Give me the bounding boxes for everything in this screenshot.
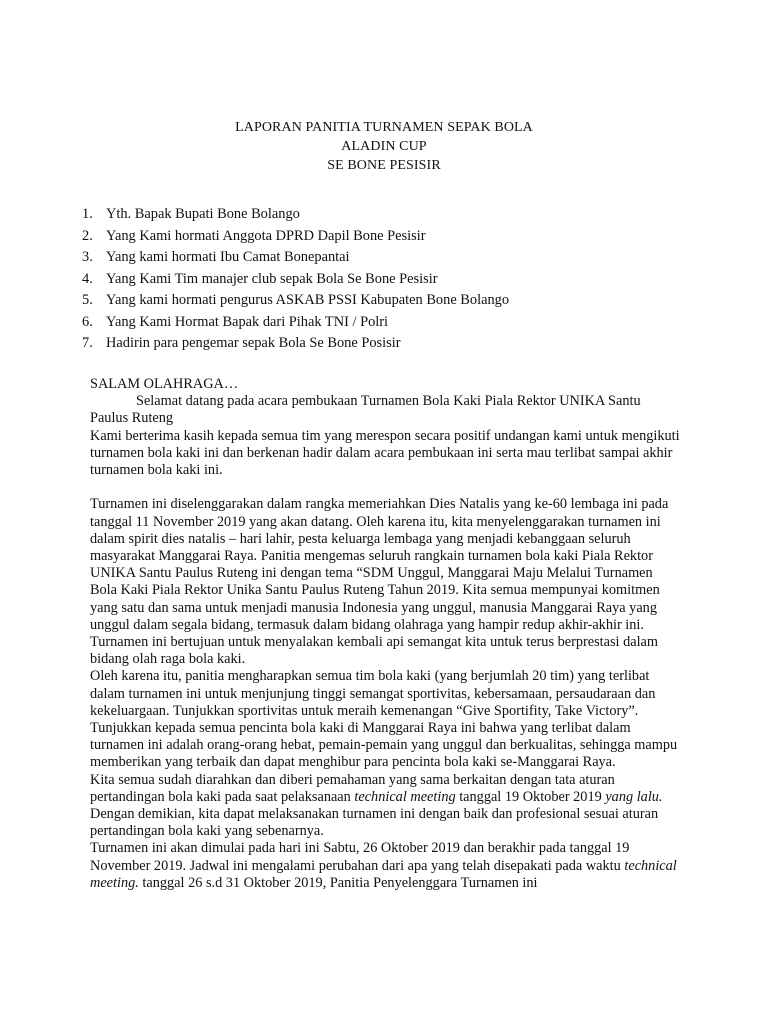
title-line-1: LAPORAN PANITIA TURNAMEN SEPAK BOLA	[235, 120, 533, 135]
list-item: 1. Yth. Bapak Bupati Bone Bolango	[82, 206, 300, 222]
list-item: 7. Hadirin para pengemar sepak Bola Se Bone Posisir	[82, 335, 401, 351]
list-item: 2. Yang Kami hormati Anggota DPRD Dapil Bone Pesisir	[82, 227, 426, 244]
list-item: 3. Yang kami hormati Ibu Camat Bonepantai	[82, 249, 350, 265]
paragraph-sportivity: Oleh karena itu, panitia mengharapkan semua tim bola kaki (yang berjumlah 20 tim) yang terlibat dalam turnamen ini untuk menjunjung tinggi semangat sportivitas, kebersamaan, persaudaraan dan kekeluargaan. Tunjukkan sportivitas untuk meraih kemenangan “Give Sportifity, Take Victory”. Tunjukkan kepada semua pencinta bola kaki di Manggarai Raya ini bahwa yang terlibat dalam turnamen ini adalah orang-orang hebat, pemain-pemain yang unggul dan berkualitas, sehingga mampu memberikan yang terbaik dan dapat menghibur para pencinta bola kaki se-Manggarai Raya.	[90, 668, 678, 771]
paragraph-rules: Kita semua sudah diarahkan dan diberi pemahaman yang sama berkaitan dengan tata aturan pertandingan bola kaki pada saat pelaksanaan technical meeting tanggal 19 Oktober 2019 yang lalu. Dengan demikian, kita dapat melaksanakan turnamen ini dengan baik dan profesional sesuai aturan pertandingan bola kaki yang sebenarnya.	[90, 771, 663, 840]
welcome-line-continued: Paulus Ruteng	[90, 410, 174, 427]
recipient-list	[82, 204, 509, 355]
title-line-3: SE BONE PESISIR	[327, 158, 441, 173]
title-line-2: ALADIN CUP	[341, 139, 427, 154]
paragraph-thanks: Kami berterima kasih kepada semua tim yang merespon secara positif undangan kami untuk mengikuti turnamen bola kaki ini dan berkenan hadir dalam acara pembukaan ini serta mau terlibat sampai akhir turnamen bola kaki ini.	[90, 427, 680, 479]
greeting: SALAM OLAHRAGA…	[90, 376, 239, 392]
paragraph-schedule: Turnamen ini akan dimulai pada hari ini Sabtu, 26 Oktober 2019 dan berakhir pada tanggal 19 November 2019. Jadwal ini mengalami perubahan dari apa yang telah disepakati pada waktu technical meeting. tanggal 26 s.d 31 Oktober 2019, Panitia Penyelenggara Turnamen ini	[90, 840, 677, 891]
list-item: 6. Yang Kami Hormat Bapak dari Pihak TNI / Polri	[82, 313, 389, 330]
list-item: 5. Yang kami hormati pengurus ASKAB PSSI Kabupaten Bone Bolango	[82, 292, 510, 308]
document-title	[0, 118, 768, 175]
welcome-line: Selamat datang pada acara pembukaan Turnamen Bola Kaki Piala Rektor UNIKA Santu	[136, 393, 641, 410]
document-body	[90, 376, 680, 892]
paragraph-spacer	[90, 479, 680, 496]
paragraph-purpose: Turnamen ini diselenggarakan dalam rangka memeriahkan Dies Natalis yang ke-60 lembaga ini pada tanggal 11 November 2019 yang akan datang. Oleh karena itu, kita menyelenggarakan turnamen ini dalam spirit dies natalis – hari lahir, pesta keluarga lembaga yang menjadi kebanggaan seluruh masyarakat Manggarai Raya. Panitia mengemas seluruh rangkain turnamen bola kaki Piala Rektor UNIKA Santu Paulus Ruteng ini dengan tema “SDM Unggul, Manggarai Maju Melalui Turnamen Bola Kaki Piala Rektor Unika Santu Paulus Ruteng Tahun 2019. Kita semua mempunyai komitmen yang satu dan sama untuk menjadi manusia Indonesia yang unggul, manusia Manggarai Raya yang unggul dalam segala bidang, termasuk dalam bidang olahraga yang hampir redup akhir-akhir ini. Turnamen ini bertujuan untuk menyalakan kembali api semangat kita untuk terus berprestasi dalam bidang olah raga bola kaki.	[90, 496, 669, 668]
list-item: 4. Yang Kami Tim manajer club sepak Bola Se Bone Pesisir	[82, 270, 438, 287]
